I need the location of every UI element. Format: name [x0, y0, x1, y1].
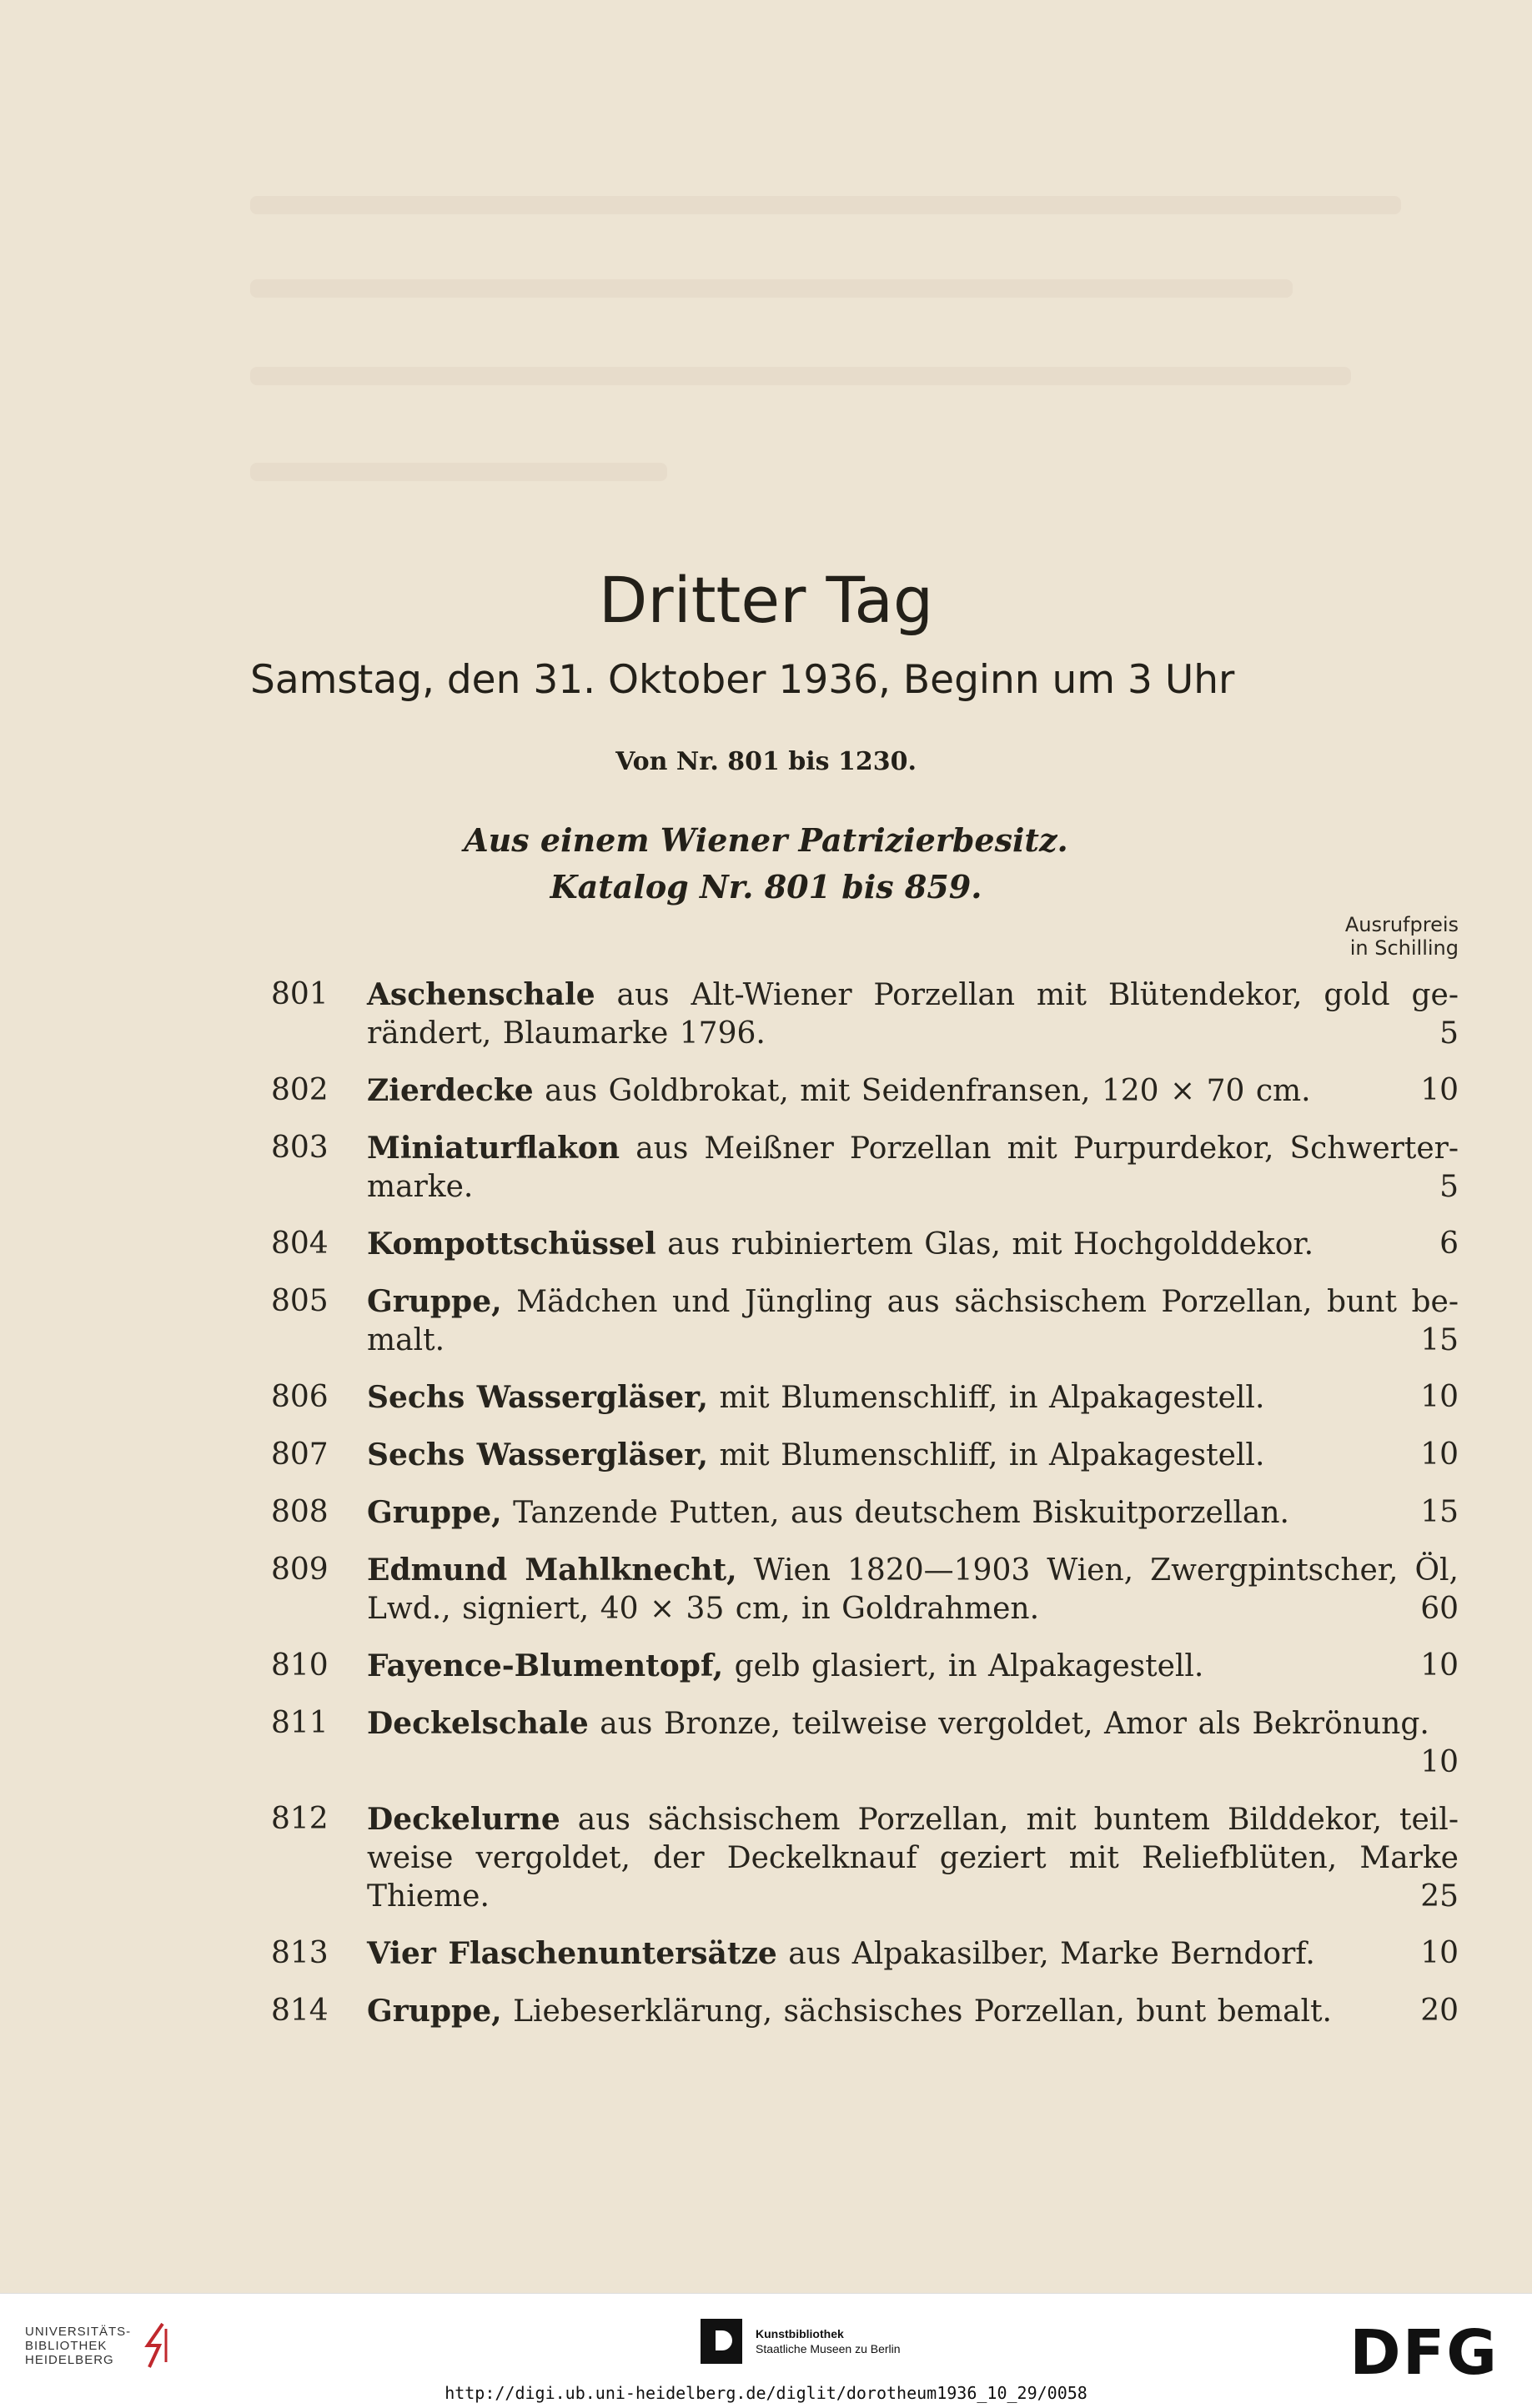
- ub-logo-text: [25, 2325, 131, 2367]
- lot-price: 6: [1439, 1227, 1459, 1261]
- ub-mark-icon: [139, 2320, 173, 2370]
- lot-name: Deckelschale: [367, 1706, 589, 1741]
- kunstbibliothek-icon: [701, 2319, 742, 2364]
- lot-text: mit Blumenschliff, in Alpakagestell.: [708, 1438, 1265, 1472]
- auction-date-line: Samstag, den 31. Oktober 1936, Beginn um 3 Uhr: [250, 657, 1235, 703]
- kunstbibliothek-text: [756, 2326, 901, 2356]
- catalog-range: Katalog Nr. 801 bis 859.: [550, 868, 982, 906]
- lot-description: [367, 1551, 1459, 1628]
- lot-entry: [271, 1551, 1459, 1628]
- lot-entry: [271, 1800, 1459, 1916]
- lot-name: Kompottschüssel: [367, 1227, 656, 1262]
- lot-number: 811: [271, 1706, 329, 1740]
- lot-text: Liebeserklärung, sächsisches Porzellan, bunt bemalt.: [501, 1994, 1332, 2029]
- lot-entry: [271, 1436, 1459, 1475]
- ub-heidelberg-logo[interactable]: [25, 2320, 173, 2370]
- viewer-footer: [0, 2293, 1532, 2408]
- lot-entry: [271, 1071, 1459, 1111]
- lot-text: aus Alt-Wiener Porzellan mit Blütendekor, gold ge-rändert, Blaumarke 1796.: [367, 978, 1459, 1051]
- lot-name: Gruppe,: [367, 1994, 502, 2029]
- lot-name: Sechs Wassergläser,: [367, 1437, 709, 1472]
- provenance-title: Aus einem Wiener Patrizierbesitz.: [464, 821, 1068, 859]
- lot-price: 60: [1420, 1592, 1459, 1626]
- bleed-through-line: [250, 279, 1293, 298]
- bleed-through-line: [250, 463, 667, 481]
- lot-text: aus Bronze, teilweise vergoldet, Amor als Bekrönung.: [588, 1707, 1429, 1741]
- ub-logo-line3: HEIDELBERG: [25, 2352, 114, 2367]
- lot-name: Deckelurne: [367, 1802, 560, 1837]
- kb-logo-line2: Staatliche Museen zu Berlin: [756, 2342, 901, 2355]
- lot-description: [367, 1282, 1459, 1360]
- lot-description: [367, 1378, 1459, 1417]
- ub-logo-line2: BIBLIOTHEK: [25, 2338, 108, 2353]
- lot-entry: [271, 1282, 1459, 1360]
- lot-text: aus rubiniertem Glas, mit Hochgolddekor.: [655, 1227, 1314, 1262]
- lot-number: 802: [271, 1073, 329, 1107]
- dfg-logo[interactable]: DFG: [1349, 2317, 1499, 2389]
- lot-name: Edmund Mahlknecht,: [367, 1553, 737, 1588]
- lot-description: [367, 1647, 1459, 1686]
- lot-entry: [271, 1225, 1459, 1264]
- lot-price: 20: [1420, 1994, 1459, 2028]
- lot-number: 806: [271, 1380, 329, 1414]
- lot-number: 804: [271, 1227, 329, 1261]
- lot-price: 5: [1439, 1170, 1459, 1204]
- lot-name: Aschenschale: [367, 977, 595, 1012]
- lot-entry: [271, 1493, 1459, 1533]
- lot-name: Sechs Wassergläser,: [367, 1380, 709, 1415]
- lot-description: [367, 1800, 1459, 1916]
- lot-text: Mädchen und Jüngling aus sächsischem Porzellan, bunt be-malt.: [367, 1285, 1459, 1357]
- lot-text: Wien 1820—1903 Wien, Zwergpintscher, Öl, Lwd., signiert, 40 × 35 cm, in Goldrahmen.: [367, 1553, 1459, 1626]
- lot-price: 25: [1420, 1879, 1459, 1914]
- lot-description: [367, 1704, 1459, 1782]
- lot-number: 814: [271, 1994, 329, 2028]
- lot-name: Vier Flaschenuntersätze: [367, 1936, 777, 1971]
- lot-description: [367, 1493, 1459, 1533]
- lot-description: [367, 976, 1459, 1053]
- provenance-block: [0, 817, 1532, 911]
- lot-description: [367, 1934, 1459, 1974]
- lot-entry: [271, 1934, 1459, 1974]
- lot-price: 10: [1420, 1745, 1459, 1779]
- page-title: Dritter Tag: [598, 563, 934, 637]
- lot-name: Zierdecke: [367, 1073, 534, 1108]
- lot-entry: [271, 1704, 1459, 1782]
- lot-number: 807: [271, 1437, 329, 1472]
- kunstbibliothek-logo[interactable]: [701, 2319, 901, 2364]
- lot-text: Tanzende Putten, aus deutschem Biskuitporzellan.: [501, 1496, 1289, 1530]
- lot-price: 10: [1420, 1648, 1459, 1683]
- lot-name: Miniaturflakon: [367, 1131, 620, 1166]
- lot-number: 809: [271, 1553, 329, 1587]
- lot-description: [367, 1071, 1459, 1111]
- lot-price: 10: [1420, 1073, 1459, 1107]
- lot-text: aus sächsischem Porzellan, mit buntem Bilddekor, teil-weise vergoldet, der Deckelknauf geziert mit Reliefblüten, Marke Thieme.: [367, 1803, 1459, 1914]
- lot-name: Gruppe,: [367, 1284, 502, 1319]
- lot-text: mit Blumenschliff, in Alpakagestell.: [708, 1381, 1265, 1415]
- lot-number: 803: [271, 1131, 329, 1165]
- lot-range: Von Nr. 801 bis 1230.: [615, 747, 917, 776]
- permalink-url[interactable]: http://digi.ub.uni-heidelberg.de/diglit/dorotheum1936_10_29/0058: [445, 2383, 1087, 2403]
- lot-description: [367, 1992, 1459, 2031]
- lot-entry: [271, 1129, 1459, 1207]
- lot-name: Gruppe,: [367, 1495, 502, 1530]
- lot-number: 805: [271, 1284, 329, 1318]
- lot-description: [367, 1129, 1459, 1207]
- bleed-through-line: [250, 196, 1401, 214]
- lot-text: aus Alpakasilber, Marke Berndorf.: [776, 1937, 1315, 1971]
- kb-logo-line1: Kunstbibliothek: [756, 2327, 844, 2340]
- lot-entry: [271, 1647, 1459, 1686]
- lot-description: [367, 1436, 1459, 1475]
- lot-text: aus Goldbrokat, mit Seidenfransen, 120 × 70 cm.: [533, 1074, 1311, 1108]
- lot-entry: [271, 1992, 1459, 2031]
- lot-number: 812: [271, 1802, 329, 1836]
- price-header-line1: Ausrufpreis: [1344, 913, 1459, 936]
- lot-name: Fayence-Blumentopf,: [367, 1648, 724, 1683]
- lot-number: 801: [271, 977, 329, 1011]
- lot-text: aus Meißner Porzellan mit Purpurdekor, Schwerter-marke.: [367, 1131, 1459, 1204]
- lot-price: 10: [1420, 1437, 1459, 1472]
- lot-price: 15: [1420, 1495, 1459, 1529]
- lot-entry: [271, 976, 1459, 1053]
- lot-number: 813: [271, 1936, 329, 1970]
- lot-text: gelb glasiert, in Alpakagestell.: [723, 1649, 1204, 1683]
- price-column-header: [1345, 913, 1459, 960]
- price-header-line2: in Schilling: [1349, 936, 1459, 960]
- lot-number: 810: [271, 1648, 329, 1683]
- lot-number: 808: [271, 1495, 329, 1529]
- lot-price: 10: [1420, 1936, 1459, 1970]
- lot-description: [367, 1225, 1459, 1264]
- lot-entry: [271, 1378, 1459, 1417]
- lot-list: [271, 976, 1459, 2049]
- ub-logo-line1: UNIVERSITÄTS-: [25, 2324, 132, 2339]
- lot-price: 5: [1439, 1016, 1459, 1051]
- lot-price: 10: [1420, 1380, 1459, 1414]
- lot-price: 15: [1420, 1323, 1459, 1357]
- bleed-through-line: [250, 367, 1351, 385]
